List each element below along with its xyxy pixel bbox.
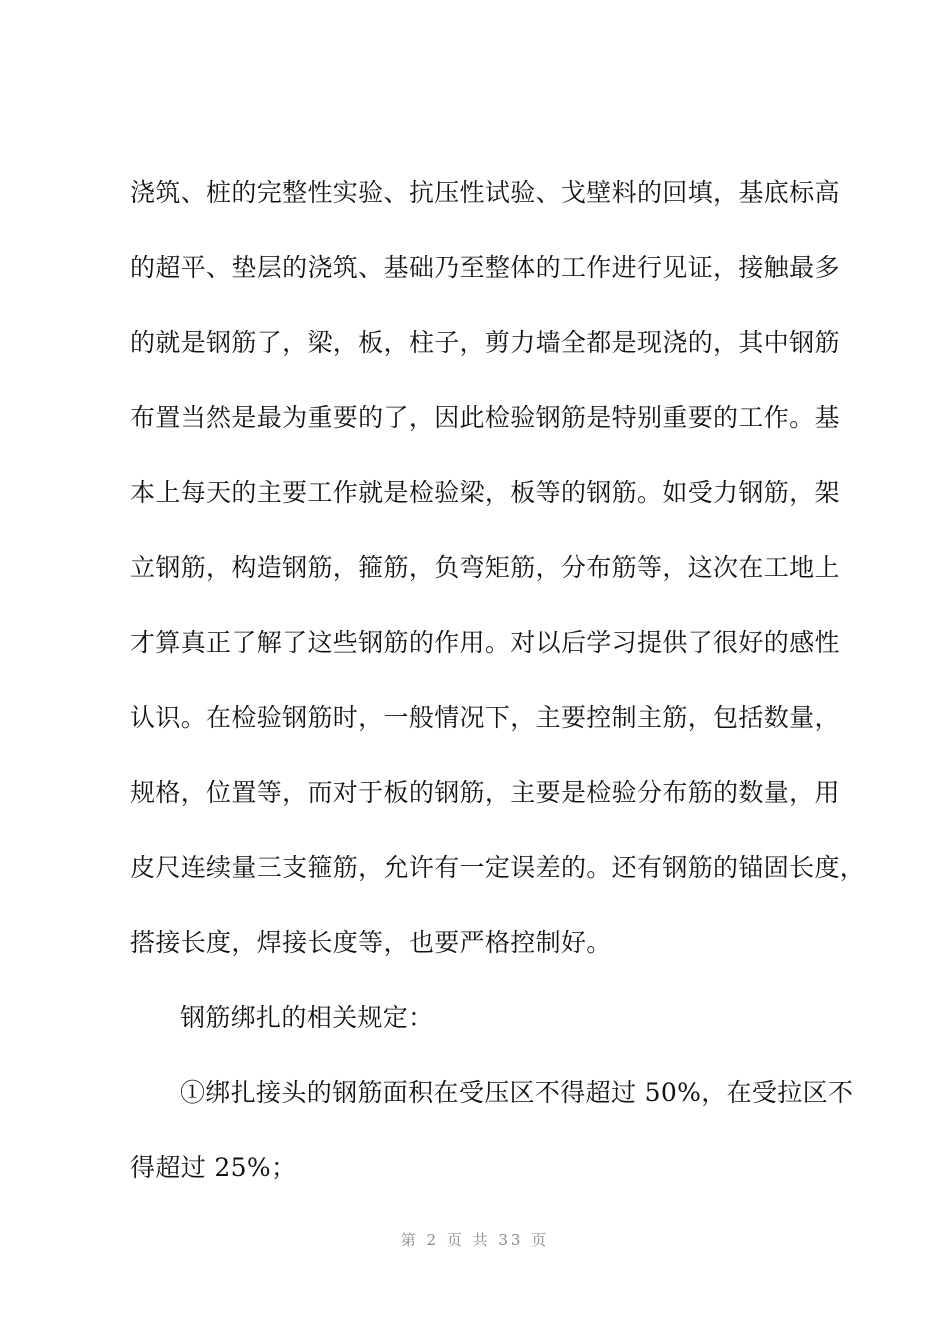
body-line-8: 认识。在检验钢筋时，一般情况下，主要控制主筋，包括数量， bbox=[130, 703, 840, 732]
body-line-5: 本上每天的主要工作就是检验梁，板等的钢筋。如受力钢筋，架 bbox=[130, 478, 840, 507]
body-line-9: 规格，位置等，而对于板的钢筋，主要是检验分布筋的数量，用 bbox=[130, 778, 840, 807]
body-line-4: 布置当然是最为重要的了，因此检验钢筋是特别重要的工作。基 bbox=[130, 403, 840, 432]
body-line-6: 立钢筋，构造钢筋，箍筋，负弯矩筋，分布筋等，这次在工地上 bbox=[130, 553, 840, 582]
body-line-10: 皮尺连续量三支箍筋，允许有一定误差的。还有钢筋的锚固长度， bbox=[130, 853, 866, 882]
page-number-footer: 第 2 页 共 33 页 bbox=[400, 1231, 550, 1249]
body-line-7: 才算真正了解了这些钢筋的作用。对以后学习提供了很好的感性 bbox=[130, 628, 840, 657]
body-line-2: 的超平、垫层的浇筑、基础乃至整体的工作进行见证，接触最多 bbox=[130, 253, 840, 282]
body-line-3: 的就是钢筋了，梁，板，柱子，剪力墙全都是现浇的，其中钢筋 bbox=[130, 328, 840, 357]
body-line-11: 搭接长度，焊接长度等，也要严格控制好。 bbox=[130, 928, 612, 957]
section-heading: 钢筋绑扎的相关规定： bbox=[180, 1003, 434, 1032]
rule-1-line-2: 得超过 25%； bbox=[130, 1153, 297, 1182]
rule-1-line-1: ①绑扎接头的钢筋面积在受压区不得超过 50%，在受拉区不 bbox=[180, 1078, 854, 1107]
body-line-1: 浇筑、桩的完整性实验、抗压性试验、戈壁料的回填，基底标高 bbox=[130, 178, 840, 207]
